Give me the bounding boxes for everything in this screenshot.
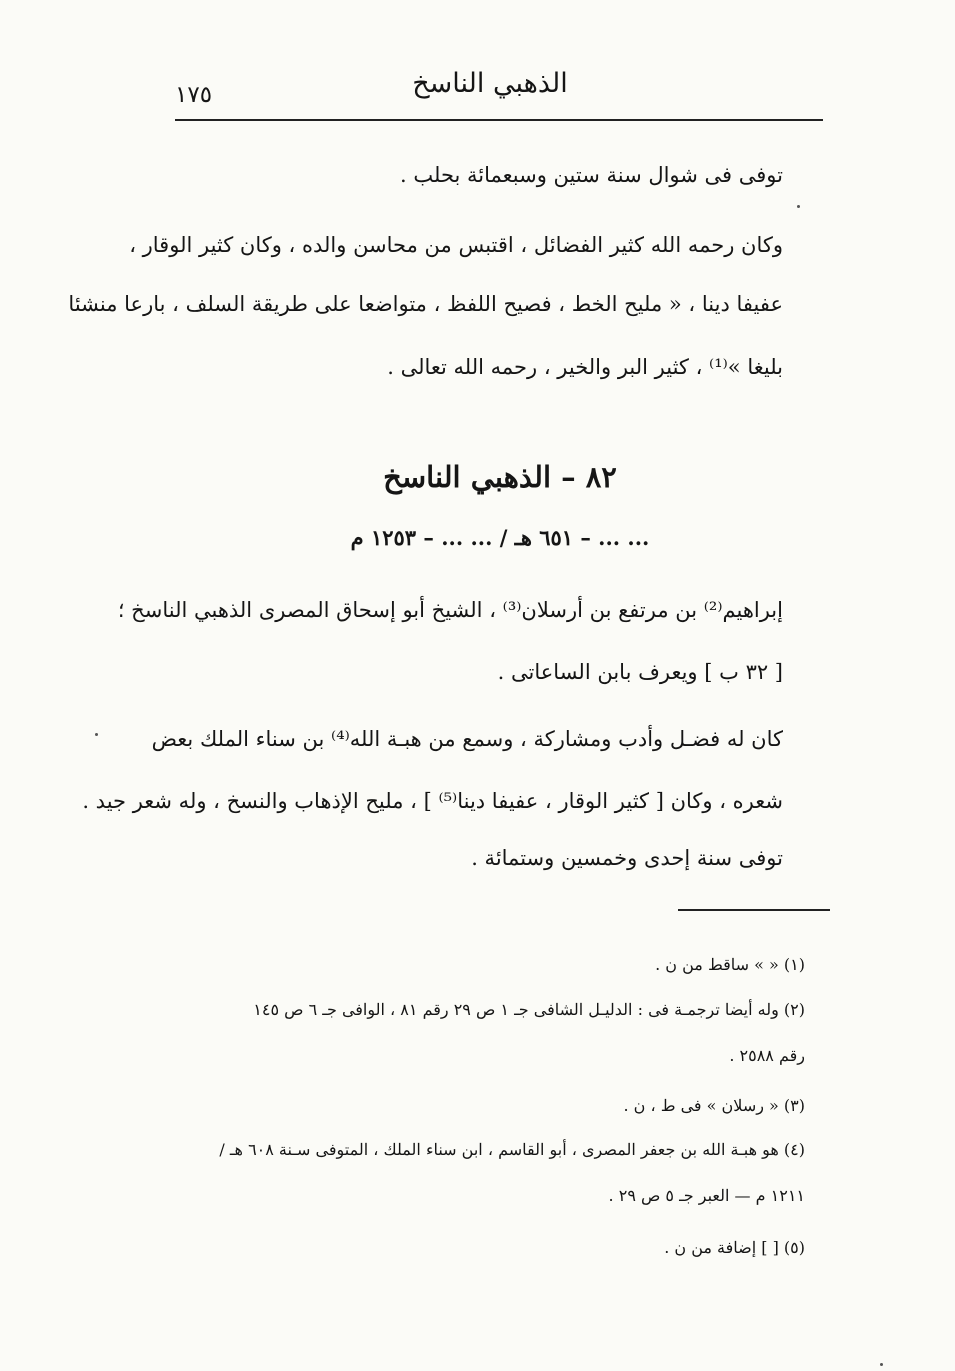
footnote-divider <box>678 909 830 911</box>
footnote-line: (٢) وله أيضا ترجمـة فى : الدليـل الشافى جـ ١ ص ٢٩ رقم ٨١ ، الوافى جـ ٦ ص ١٤٥ <box>253 1000 805 1019</box>
footnote-line: (٥) [ ] إضافة من ن . <box>664 1238 805 1257</box>
page-number: ١٧٥ <box>175 82 213 108</box>
entry-paragraph-line: توفى سنة إحدى وخمسين وستمائة . <box>471 846 783 870</box>
speck-mark <box>880 1363 883 1366</box>
entry-paragraph-line: [ ٣٢ ب ] ويعرف بابن الساعاتى . <box>497 660 783 684</box>
previous-entry-line: وكان رحمه الله كثير الفضائل ، اقتبس من محاسن والده ، وكان كثير الوقار ، <box>129 233 783 257</box>
footnote-line: (٤) هو هبـة الله بن جعفر المصرى ، أبو القاسم ، ابن سناء الملك ، المتوفى سـنة ٦٠٨ هـ / <box>219 1140 805 1159</box>
previous-entry-line: بليغا »⁽¹⁾ ، كثير البر والخير ، رحمه الله تعالى . <box>387 355 783 379</box>
entry-paragraph-line: كان له فضـل وأدب ومشاركة ، وسمع من هبـة الله⁽⁴⁾ بن سناء الملك بعض <box>151 727 783 751</box>
running-header-title: الذهبي الناسخ <box>412 68 568 99</box>
speck-mark <box>797 205 800 208</box>
footnote-line: (١) « » ساقط من ن . <box>655 955 805 974</box>
footnote-line: ١٢١١ م — العبر جـ ٥ ص ٢٩ . <box>608 1186 805 1205</box>
header-divider <box>175 119 823 121</box>
speck-mark <box>95 733 98 736</box>
previous-entry-line: عفيفا دينا ، « مليح الخط ، فصيح اللفظ ، متواضعا على طريقة السلف ، بارعا منشئا <box>68 292 783 316</box>
footnote-line: رقم ٢٥٨٨ . <box>729 1046 805 1065</box>
entry-heading: ٨٢ – الذهبي الناسخ <box>383 460 617 494</box>
previous-entry-line: توفى فى شوال سنة ستين وسبعمائة بحلب . <box>400 163 783 187</box>
entry-paragraph-line: شعره ، وكان [ كثير الوقار ، عفيفا دينا⁽⁵⁾ ] ، مليح الإذهاب والنسخ ، وله شعر جيد . <box>82 789 783 813</box>
entry-paragraph-line: إبراهيم⁽²⁾ بن مرتفع بن أرسلان⁽³⁾ ، الشيخ أبو إسحاق المصرى الذهبي الناسخ ؛ <box>117 598 783 622</box>
entry-dates: ... ... – ٦٥١ هـ / ... ... – ١٢٥٣ م <box>350 525 650 550</box>
footnote-line: (٣) « رسلان » فى ط ، ن . <box>623 1096 805 1115</box>
